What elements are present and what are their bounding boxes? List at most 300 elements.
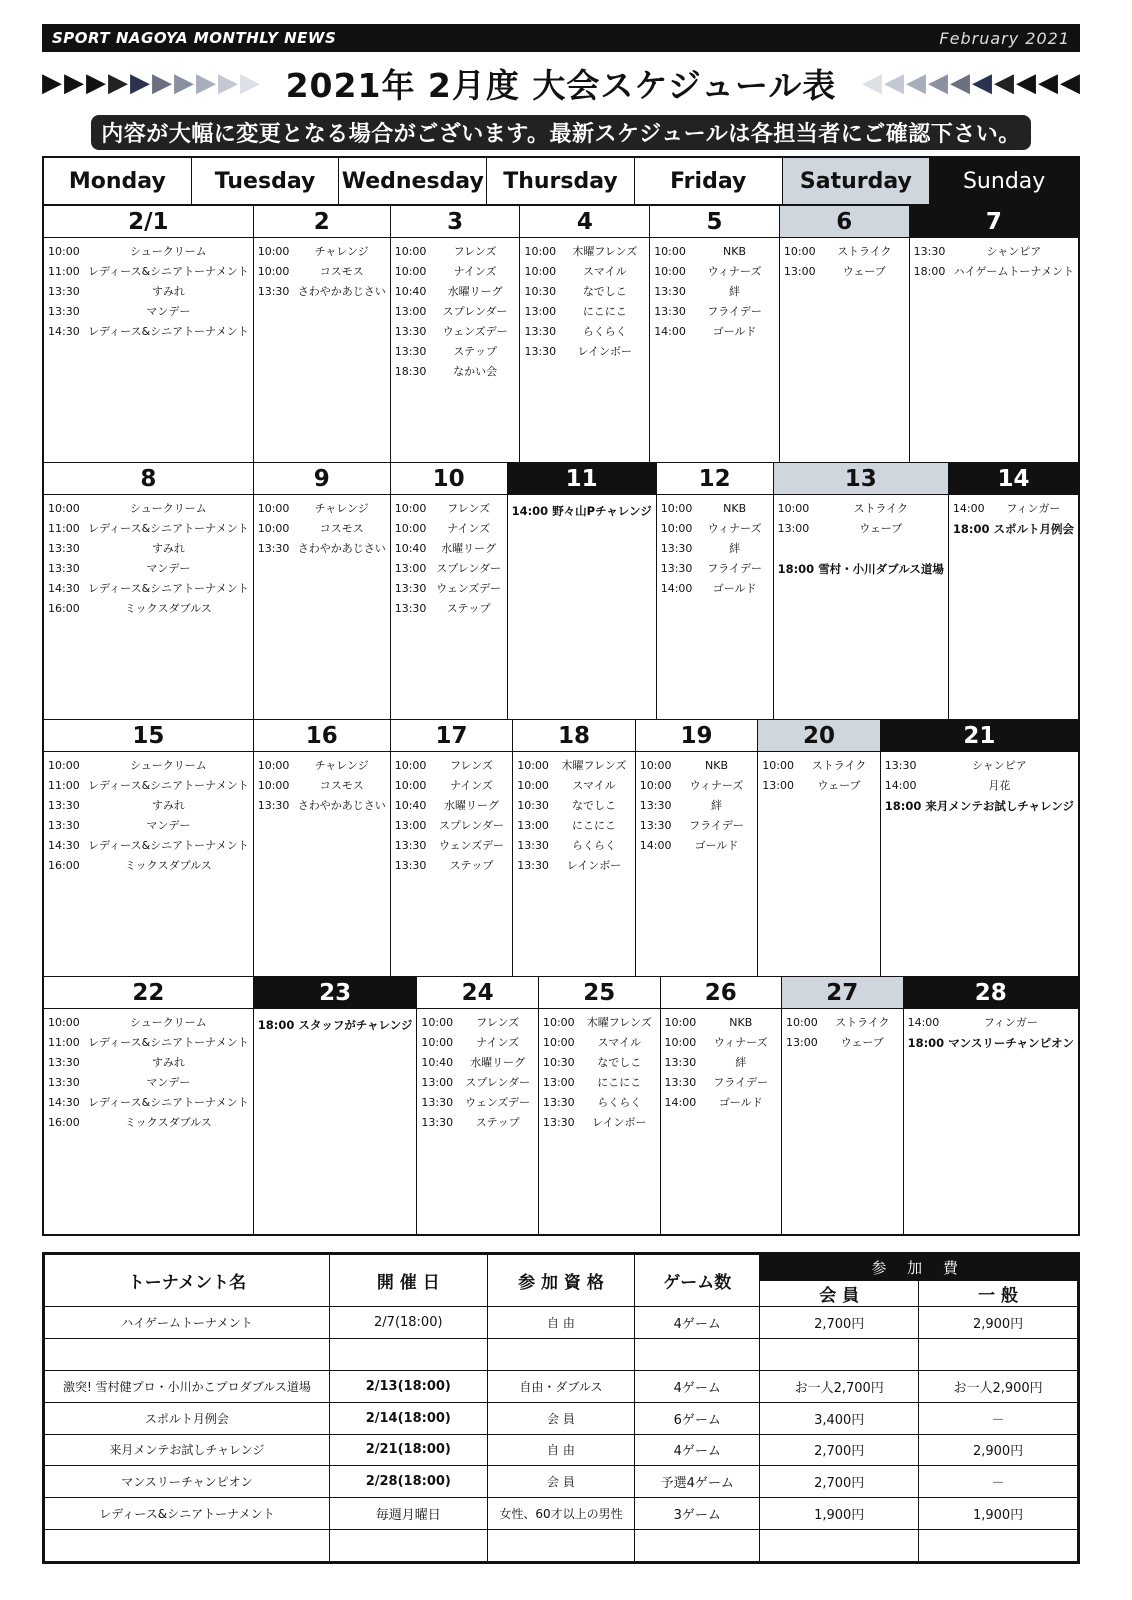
- tournament-date-cell: [329, 1338, 487, 1370]
- event-entry: [48, 856, 249, 876]
- event-time: 13:30: [884, 759, 917, 772]
- event-time: 10:00: [517, 779, 549, 792]
- tournament-games-cell: 6ゲーム: [635, 1402, 760, 1434]
- day-cell: [949, 463, 1078, 719]
- tournament-name-cell: マンスリーチャンピオン: [45, 1466, 330, 1498]
- day-events: [904, 1009, 1078, 1057]
- event-name: レインボー: [577, 345, 633, 358]
- notice-banner: [42, 114, 1080, 150]
- day-cell: [539, 977, 661, 1234]
- event-time: 13:30: [664, 1076, 697, 1089]
- day-number: 23: [254, 977, 417, 1009]
- tournament-general-cell: －: [919, 1466, 1078, 1498]
- event-time: 13:00: [777, 522, 810, 535]
- event-entry: [661, 579, 769, 599]
- publication-name: SPORT NAGOYA MONTHLY NEWS: [52, 29, 337, 47]
- event-entry: [48, 796, 249, 816]
- left-arrows-decoration: ▶ ▶ ▶ ▶ ▶ ▶ ▶ ▶ ▶ ▶: [42, 68, 260, 98]
- tournament-games-cell: [635, 1530, 760, 1562]
- event-name: 絆: [729, 542, 741, 555]
- event-name: さわやかあじさい: [297, 542, 386, 555]
- event-name: ウィナーズ: [707, 522, 762, 535]
- event-name: ウェンズデー: [465, 1096, 531, 1109]
- event-name: なでしこ: [597, 1056, 642, 1069]
- event-name: らくらく: [597, 1096, 642, 1109]
- event-name: マンデー: [146, 562, 191, 575]
- event-time: 10:00: [654, 265, 686, 278]
- event-name: にこにこ: [597, 1076, 642, 1089]
- event-name: レディース&シニアトーナメント: [88, 1096, 249, 1109]
- event-time: 10:00: [639, 779, 672, 792]
- event-time: 16:00: [48, 859, 80, 872]
- event-name: シャンピア: [972, 759, 1027, 772]
- event-time: 13:30: [257, 285, 290, 298]
- event-name: シュークリーム: [129, 759, 207, 772]
- event-name: ミックスダブルス: [124, 859, 212, 872]
- event-name: 水曜リーグ: [447, 285, 503, 298]
- event-entry: [640, 756, 754, 776]
- event-entry: [885, 756, 1074, 776]
- event-time: 10:00: [257, 759, 290, 772]
- event-name: ゴールド: [712, 325, 757, 338]
- event-entry: [517, 816, 631, 836]
- day-events: [44, 495, 253, 623]
- day-number: 28: [904, 977, 1078, 1009]
- event-entry: [258, 539, 386, 559]
- header-eligibility: 参 加 資 格: [487, 1255, 635, 1307]
- event-entry: [517, 756, 631, 776]
- event-entry: [654, 242, 775, 262]
- event-time: 13:30: [654, 285, 686, 298]
- event-time: 11:00: [48, 779, 80, 792]
- event-time: 10:00: [664, 1036, 697, 1049]
- event-name: フライデー: [713, 1076, 769, 1089]
- event-name: ステップ: [453, 345, 497, 358]
- day-cell: [44, 977, 254, 1234]
- day-number: 13: [774, 463, 948, 495]
- day-events: [44, 752, 253, 880]
- tournament-member-cell: 3,400円: [760, 1402, 919, 1434]
- event-entry: [395, 776, 509, 796]
- day-number: 14: [949, 463, 1078, 495]
- day-events: [758, 752, 880, 800]
- tournament-row: [45, 1530, 1078, 1562]
- day-number: 5: [650, 206, 779, 238]
- event-entry: [48, 519, 249, 539]
- day-events: [650, 238, 779, 346]
- event-time: 14:30: [48, 325, 80, 338]
- event-name: 水曜リーグ: [441, 542, 497, 555]
- day-cell: [417, 977, 539, 1234]
- event-time: 13:00: [517, 819, 549, 832]
- tournament-row: [45, 1307, 1078, 1339]
- event-entry: [258, 776, 386, 796]
- event-entry: [421, 1073, 534, 1093]
- event-entry: [48, 836, 249, 856]
- tournament-date-cell: 2/13(18:00): [329, 1370, 487, 1402]
- event-time: 11:00: [48, 265, 80, 278]
- event-time: 13:00: [394, 819, 427, 832]
- tournament-name-cell: ハイゲームトーナメント: [45, 1307, 330, 1339]
- event-entry: [885, 776, 1074, 796]
- tournament-date-cell: [329, 1530, 487, 1562]
- event-entry: [524, 342, 645, 362]
- event-name: マンデー: [146, 305, 191, 318]
- event-name: コスモス: [319, 779, 364, 792]
- event-entry: [543, 1013, 656, 1033]
- event-time: 13:30: [524, 325, 557, 338]
- tournament-name-cell: レディース&シニアトーナメント: [45, 1498, 330, 1530]
- event-time: 10:30: [524, 285, 557, 298]
- event-name: 絆: [729, 285, 741, 298]
- day-cell: [513, 720, 636, 976]
- day-number: 22: [44, 977, 253, 1009]
- event-entry: [665, 1053, 778, 1073]
- event-entry: [421, 1093, 534, 1113]
- event-time: 14:30: [48, 1096, 80, 1109]
- event-name: すみれ: [151, 542, 185, 555]
- event-entry: [524, 262, 645, 282]
- event-name: ウィナーズ: [713, 1036, 768, 1049]
- event-time: 14:00: [639, 839, 672, 852]
- tournament-row: [45, 1498, 1078, 1530]
- event-entry: [543, 1073, 656, 1093]
- event-name: シュークリーム: [129, 245, 207, 258]
- tournament-table: [42, 1252, 1080, 1564]
- day-number: 4: [520, 206, 649, 238]
- event-name: ゴールド: [694, 839, 739, 852]
- event-name: シャンピア: [986, 245, 1042, 258]
- event-name: チャレンジ: [314, 502, 369, 515]
- event-entry: [395, 519, 503, 539]
- day-events: [661, 1009, 782, 1117]
- event-entry: [395, 579, 503, 599]
- event-entry: [258, 242, 386, 262]
- day-events: [780, 238, 909, 286]
- event-time: 13:30: [542, 1116, 575, 1129]
- event-name: 絆: [735, 1056, 747, 1069]
- event-entry: [258, 519, 386, 539]
- day-events: [508, 495, 656, 527]
- event-name: 水曜リーグ: [443, 799, 499, 812]
- weekday-wednesday: Wednesday: [339, 158, 487, 204]
- event-name: フレンズ: [449, 759, 493, 772]
- event-time: 13:30: [48, 542, 80, 555]
- event-entry: [762, 776, 876, 796]
- event-time: 13:30: [394, 345, 427, 358]
- event-entry: [395, 816, 509, 836]
- event-name: ゴールド: [718, 1096, 763, 1109]
- event-time: 14:30: [48, 839, 80, 852]
- page-title: 2021年 2月度 大会スケジュール表: [285, 65, 837, 105]
- event-time: 13:30: [394, 602, 427, 615]
- day-cell: [391, 720, 514, 976]
- event-time: 10:40: [394, 542, 427, 555]
- event-time: 13:30: [394, 839, 427, 852]
- event-entry: [517, 836, 631, 856]
- day-number: 24: [417, 977, 538, 1009]
- event-entry: [661, 559, 769, 579]
- header-fee: 参 加 費: [760, 1255, 1078, 1281]
- event-entry: [517, 796, 631, 816]
- event-name: 水曜リーグ: [470, 1056, 526, 1069]
- event-name: コスモス: [319, 522, 364, 535]
- day-cell: [657, 463, 774, 719]
- notice-text: 内容が大幅に変更となる場合がございます。最新スケジュールは各担当者にご確認下さい。: [91, 115, 1030, 150]
- day-number: 16: [254, 720, 390, 752]
- event-entry: [48, 1073, 249, 1093]
- event-name: スプレンダー: [442, 305, 508, 318]
- event-time: 10:00: [48, 502, 80, 515]
- event-name: スプレンダー: [439, 819, 504, 832]
- event-time: 14:00: [664, 1096, 697, 1109]
- event-time: 13:30: [48, 285, 80, 298]
- tournament-general-cell: [919, 1338, 1078, 1370]
- day-cell: [254, 463, 391, 719]
- event-entry: [258, 756, 386, 776]
- tournament-games-cell: [635, 1338, 760, 1370]
- event-time: 10:00: [394, 265, 427, 278]
- event-name: NKB: [729, 1016, 753, 1029]
- tournament-row: [45, 1338, 1078, 1370]
- tournament-general-cell: 1,900円: [919, 1498, 1078, 1530]
- calendar-weeks: [44, 206, 1078, 1234]
- tournament-name-cell: 激突! 雪村健プロ・小川かこプロダブルス道場: [45, 1370, 330, 1402]
- event-name: なかい会: [453, 365, 498, 378]
- special-event: 18:00 雪村・小川ダブルス道場: [777, 562, 944, 576]
- day-cell: [782, 977, 904, 1234]
- day-number: 7: [910, 206, 1078, 238]
- event-time: 10:00: [542, 1036, 575, 1049]
- event-name: ナインズ: [453, 265, 497, 278]
- event-entry: [48, 262, 249, 282]
- event-time: 10:00: [394, 759, 427, 772]
- weekday-saturday: Saturday: [783, 158, 931, 204]
- day-cell: [254, 977, 418, 1234]
- event-time: 10:00: [48, 245, 80, 258]
- event-time: 10:00: [394, 779, 427, 792]
- event-name: マンデー: [146, 819, 191, 832]
- event-time: 13:30: [913, 245, 946, 258]
- event-time: 10:40: [394, 799, 427, 812]
- tournament-member-cell: お一人2,700円: [760, 1370, 919, 1402]
- event-name: スマイル: [572, 779, 616, 792]
- header-games: ゲーム数: [635, 1255, 760, 1307]
- event-time: 13:30: [654, 305, 686, 318]
- weekday-monday: Monday: [44, 158, 192, 204]
- tournament-member-cell: 2,700円: [760, 1466, 919, 1498]
- event-time: 10:30: [517, 799, 549, 812]
- event-name: ステップ: [446, 602, 491, 615]
- special-event: 18:00 スポルト月例会: [952, 522, 1074, 536]
- event-time: 10:00: [639, 759, 672, 772]
- day-events: [254, 238, 390, 306]
- event-entry: [908, 1013, 1074, 1033]
- day-number: 25: [539, 977, 660, 1009]
- event-time: 10:00: [421, 1036, 454, 1049]
- day-events: [391, 238, 520, 386]
- event-entry: [48, 599, 249, 619]
- event-name: レインボー: [566, 859, 622, 872]
- event-name: ストライク: [837, 245, 892, 258]
- event-time: 16:00: [48, 602, 80, 615]
- event-time: 14:00: [884, 779, 917, 792]
- event-time: 10:00: [257, 265, 290, 278]
- event-entry: [395, 539, 503, 559]
- event-name: レディース&シニアトーナメント: [88, 265, 249, 278]
- event-entry: [953, 499, 1074, 519]
- event-name: ハイゲームトーナメント: [953, 265, 1074, 278]
- event-time: 13:30: [639, 799, 672, 812]
- header-general-fee: 一 般: [919, 1281, 1078, 1307]
- event-name: すみれ: [151, 1056, 185, 1069]
- event-name: NKB: [723, 502, 747, 515]
- event-name: 月花: [988, 779, 1011, 792]
- event-name: レディース&シニアトーナメント: [88, 325, 249, 338]
- day-number: 19: [636, 720, 758, 752]
- event-name: レディース&シニアトーナメント: [88, 582, 249, 595]
- event-name: ナインズ: [447, 522, 491, 535]
- weekday-thursday: Thursday: [487, 158, 635, 204]
- event-time: 10:00: [786, 1016, 818, 1029]
- event-name: ウェーブ: [840, 1036, 884, 1049]
- day-cell: [391, 463, 508, 719]
- day-events: [881, 752, 1078, 820]
- event-entry: [258, 796, 386, 816]
- tournament-general-cell: 2,900円: [919, 1307, 1078, 1339]
- event-time: 13:30: [394, 325, 427, 338]
- event-name: 木曜フレンズ: [561, 759, 627, 772]
- event-entry: [48, 776, 249, 796]
- day-events: [391, 495, 507, 623]
- event-entry: [48, 499, 249, 519]
- event-name: ウィナーズ: [689, 779, 744, 792]
- day-number: 2/1: [44, 206, 253, 238]
- event-entry: [48, 756, 249, 776]
- event-entry: [48, 579, 249, 599]
- event-entry: [421, 1053, 534, 1073]
- event-name: フレンズ: [447, 502, 491, 515]
- event-entry: [395, 559, 503, 579]
- event-time: 10:40: [394, 285, 427, 298]
- event-name: レディース&シニアトーナメント: [88, 1036, 249, 1049]
- event-name: シュークリーム: [129, 1016, 207, 1029]
- event-name: フィンガー: [983, 1016, 1038, 1029]
- event-time: 10:00: [257, 522, 290, 535]
- event-name: なでしこ: [582, 285, 627, 298]
- event-time: 10:00: [660, 502, 693, 515]
- event-name: チャレンジ: [314, 245, 369, 258]
- day-cell: [881, 720, 1078, 976]
- event-entry: [640, 776, 754, 796]
- event-entry: [784, 242, 905, 262]
- event-entry: [48, 539, 249, 559]
- day-cell: [774, 463, 949, 719]
- special-event: 18:00 マンスリーチャンピオン: [907, 1036, 1074, 1050]
- day-number: 20: [758, 720, 880, 752]
- day-cell: [44, 720, 254, 976]
- event-time: 13:30: [524, 345, 557, 358]
- day-cell: [780, 206, 910, 462]
- event-name: ステップ: [475, 1116, 520, 1129]
- event-name: スマイル: [583, 265, 627, 278]
- day-cell: [650, 206, 780, 462]
- event-entry: [395, 362, 516, 382]
- event-time: 13:30: [664, 1056, 697, 1069]
- day-events: [254, 752, 390, 820]
- event-entry: [665, 1073, 778, 1093]
- event-time: 10:00: [777, 502, 810, 515]
- day-events: [44, 1009, 253, 1137]
- event-entry: [654, 322, 775, 342]
- event-entry: [665, 1013, 778, 1033]
- event-name: ゴールド: [712, 582, 757, 595]
- event-time: 13:30: [48, 305, 80, 318]
- event-time: 10:00: [394, 522, 427, 535]
- tournament-member-cell: 2,700円: [760, 1307, 919, 1339]
- event-time: 10:00: [542, 1016, 575, 1029]
- event-entry: [543, 1033, 656, 1053]
- event-time: 14:30: [48, 582, 80, 595]
- event-entry: [543, 1093, 656, 1113]
- event-entry: [395, 599, 503, 619]
- event-time: 13:30: [48, 1076, 80, 1089]
- day-number: 15: [44, 720, 253, 752]
- event-name: コスモス: [319, 265, 364, 278]
- day-events: [417, 1009, 538, 1137]
- tournament-name-cell: スポルト月例会: [45, 1402, 330, 1434]
- event-name: ウェーブ: [859, 522, 903, 535]
- day-number: 11: [508, 463, 656, 495]
- tournament-games-cell: 4ゲーム: [635, 1434, 760, 1466]
- event-entry: [661, 519, 769, 539]
- event-name: フィンガー: [1006, 502, 1061, 515]
- event-entry: [395, 322, 516, 342]
- event-name: 木曜フレンズ: [572, 245, 638, 258]
- day-cell: [636, 720, 759, 976]
- day-number: 26: [661, 977, 782, 1009]
- event-name: フライデー: [707, 562, 762, 575]
- tournament-games-cell: 予選4ゲーム: [635, 1466, 760, 1498]
- event-name: 絆: [711, 799, 722, 812]
- event-entry: [48, 1033, 249, 1053]
- event-time: 13:00: [786, 1036, 818, 1049]
- tournament-member-cell: 2,700円: [760, 1434, 919, 1466]
- event-time: 11:00: [48, 1036, 80, 1049]
- calendar-week: [44, 463, 1078, 720]
- event-name: にこにこ: [571, 819, 616, 832]
- event-name: スプレンダー: [436, 562, 502, 575]
- title-bar: [42, 58, 1080, 108]
- event-time: 18:00: [913, 265, 946, 278]
- event-name: 木曜フレンズ: [586, 1016, 652, 1029]
- tournament-eligibility-cell: 自 由: [487, 1307, 635, 1339]
- day-cell: [44, 206, 254, 462]
- day-cell: [254, 206, 391, 462]
- day-number: 27: [782, 977, 903, 1009]
- event-name: NKB: [723, 245, 747, 258]
- event-time: 13:30: [394, 582, 427, 595]
- tournament-eligibility-cell: [487, 1338, 635, 1370]
- event-name: ウェンズデー: [436, 582, 502, 595]
- event-name: なでしこ: [571, 799, 616, 812]
- event-entry: [258, 282, 386, 302]
- event-name: さわやかあじさい: [297, 285, 386, 298]
- event-entry: [543, 1053, 656, 1073]
- tournament-date-cell: 2/14(18:00): [329, 1402, 487, 1434]
- event-name: マンデー: [146, 1076, 191, 1089]
- tournament-eligibility-cell: 自 由: [487, 1434, 635, 1466]
